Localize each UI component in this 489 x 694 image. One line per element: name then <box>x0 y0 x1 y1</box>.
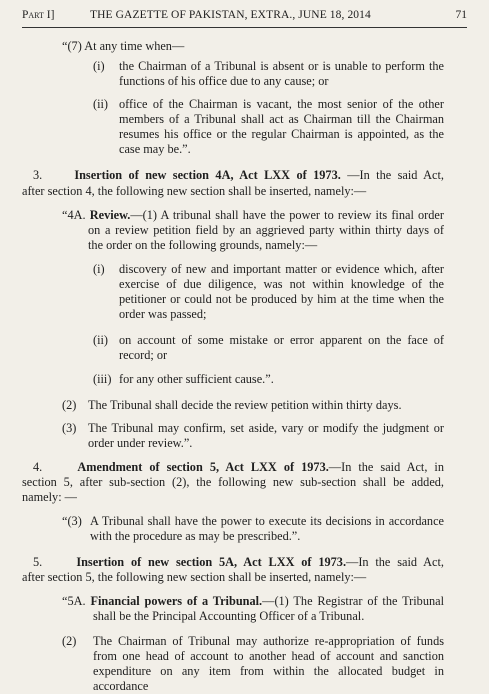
clause-text: members of a Tribunal shall act as Chairman till the Chairman <box>119 112 444 126</box>
subsection-7-intro: “(7) At any time when— <box>62 39 185 53</box>
subsection-number: (3) <box>62 421 77 435</box>
section-5a-line <box>62 594 444 609</box>
section-heading: Insertion of new section 4A, Act LXX of 1973. <box>74 168 341 182</box>
clause-text: exercise of due diligence, was not within knowledge of the <box>119 277 444 291</box>
page-number: 71 <box>455 9 467 21</box>
subsection-text: The Tribunal may confirm, set aside, vary or modify the judgment or <box>88 421 444 435</box>
section-text: —In the said Act, <box>346 555 444 569</box>
section-heading: Financial powers of a Tribunal. <box>90 594 263 608</box>
subsection-text: A Tribunal shall have the power to execute its decisions in accordance <box>90 514 444 528</box>
section-text: —(1) A tribunal shall have the power to review its final order <box>130 208 444 222</box>
section-5-line <box>33 555 444 570</box>
section-text: the order on the following grounds, namely:— <box>88 238 318 252</box>
subsection-text: The Tribunal shall decide the review petition within thirty days. <box>88 398 402 412</box>
section-text: on a review petition field by an aggrieved party within thirty days of <box>88 223 444 237</box>
subsection-text: from one head of account to another head of account and sanction <box>93 649 444 663</box>
section-text: namely: — <box>22 490 77 504</box>
section-prefix: “5A. <box>62 594 86 608</box>
part-label: Part I] <box>22 9 55 21</box>
page-header <box>22 9 467 25</box>
clause-text: record; or <box>119 348 168 362</box>
section-text: —(1) The Registrar of the Tribunal <box>262 594 445 608</box>
clause-text: for any other sufficient cause.”. <box>119 372 274 386</box>
section-3-line <box>33 168 444 183</box>
subsection-text: expenditure on any item from within the allocated budget in accordance <box>93 664 444 693</box>
section-text: shall be the Principal Accounting Officer of a Tribunal. <box>93 609 365 623</box>
subsection-text: with the procedure as may be prescribed.”. <box>90 529 301 543</box>
header-rule <box>22 27 467 28</box>
clause-number: (iii) <box>93 372 112 386</box>
clause-number: (i) <box>93 262 105 276</box>
clause-text: resumes his office or the regular Chairman is appointed, as the <box>119 127 444 141</box>
section-heading: Amendment of section 5, Act LXX of 1973. <box>77 460 329 474</box>
clause-text: on account of some mistake or error apparent on the face of <box>119 333 444 347</box>
section-text: after section 4, the following new section shall be inserted, namely:— <box>22 184 367 198</box>
subsection-number: “(3) <box>62 514 82 528</box>
subsection-text: The Chairman of Tribunal may authorize re-appropriation of funds <box>93 634 444 648</box>
gazette-title: THE GAZETTE OF PAKISTAN, EXTRA., JUNE 18, 2014 <box>90 9 371 21</box>
clause-text: the Chairman of a Tribunal is absent or is unable to perform the <box>119 59 444 73</box>
clause-text: petitioner or could not be produced by him at the time when the <box>119 292 444 306</box>
subsection-number: (2) <box>62 398 77 412</box>
clause-number: (ii) <box>93 333 109 347</box>
clause-text: functions of his office due to any cause; or <box>119 74 329 88</box>
subsection-number: (2) <box>62 634 77 648</box>
section-number: 3. <box>33 168 43 182</box>
section-prefix: “4A. <box>62 208 86 222</box>
section-heading: Insertion of new section 5A, Act LXX of 1973. <box>76 555 347 569</box>
subsection-text: order under review.”. <box>88 436 193 450</box>
section-number: 5. <box>33 555 43 569</box>
section-number: 4. <box>33 460 43 474</box>
clause-number: (i) <box>93 59 105 73</box>
section-heading: Review. <box>89 208 131 222</box>
section-text: after section 5, the following new section shall be inserted, namely:— <box>22 570 367 584</box>
clause-text: discovery of new and important matter or evidence which, after <box>119 262 444 276</box>
clause-text: office of the Chairman is vacant, the most senior of the other <box>119 97 444 111</box>
section-text: section 5, after sub-section (2), the following new sub-section shall be added, <box>22 475 444 489</box>
section-text: —In the said Act, <box>340 168 444 182</box>
clause-text: case may be.”. <box>119 142 191 156</box>
section-4a-line <box>62 208 444 223</box>
section-4-line <box>33 460 444 475</box>
clause-text: order was passed; <box>119 307 207 321</box>
clause-number: (ii) <box>93 97 109 111</box>
section-text: —In the said Act, in <box>328 460 445 474</box>
